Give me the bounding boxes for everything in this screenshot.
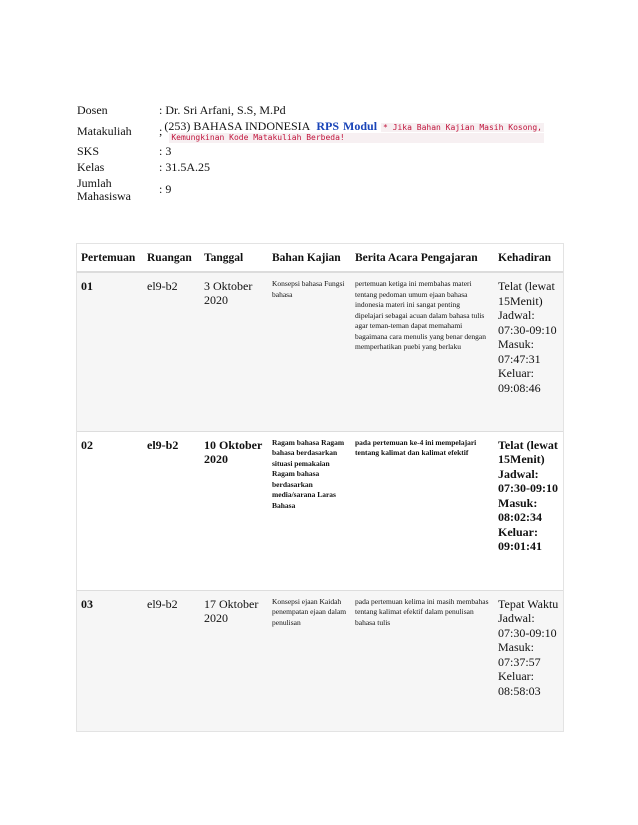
attendance-status: Telat (lewat 15Menit) xyxy=(498,279,555,308)
cell-berita-acara: pada pertemuan kelima ini masih membahas tentang kalimat efektif dalam penulisan bahasa tulis xyxy=(351,590,494,731)
header-berita-acara: Berita Acara Pengajaran xyxy=(351,244,494,272)
header-ruangan: Ruangan xyxy=(143,244,200,272)
dosen-row xyxy=(77,102,597,119)
cell-kehadiran xyxy=(494,272,563,431)
cell-tanggal: 3 Oktober 2020 xyxy=(200,272,268,431)
cell-berita-acara: pada pertemuan ke-4 ini mempelajari tentang kalimat dan kalimat efektif xyxy=(351,431,494,590)
table-row xyxy=(77,431,563,590)
attendance-keluar: Keluar: 09:01:41 xyxy=(498,524,542,553)
jumlah-value: : 9 xyxy=(159,182,172,196)
cell-ruangan: el9-b2 xyxy=(143,590,200,731)
matakuliah-value-group xyxy=(159,120,597,143)
table-row xyxy=(77,272,563,431)
attendance-jadwal: Jadwal: 07:30-09:10 xyxy=(498,308,557,337)
header-kehadiran: Kehadiran xyxy=(494,244,563,272)
cell-berita-acara: pertemuan ketiga ini membahas materi tentang pedoman umum ejaan bahasa indonesia materi ini sangat penting dipelajari sebagai acuan dalam bahasa tulis agar teman-teman dapat memahami bagaimana cara menulis yang benar dengan memperhatikan puebi yang berlaku xyxy=(351,272,494,431)
attendance-status: Telat (lewat 15Menit) xyxy=(498,437,558,466)
matakuliah-value: (253) BAHASA INDONESIA xyxy=(164,118,311,133)
attendance-jadwal: Jadwal: 07:30-09:10 xyxy=(498,466,558,495)
modul-link[interactable]: Modul xyxy=(343,118,378,133)
matakuliah-label: Matakuliah xyxy=(77,123,132,138)
attendance-masuk: Masuk: 07:37:57 xyxy=(498,640,541,669)
dosen-label: Dosen xyxy=(77,103,108,117)
rps-link[interactable]: RPS xyxy=(316,118,340,133)
sks-value: : 3 xyxy=(159,143,172,158)
jumlah-label-line1: Jumlah xyxy=(77,175,112,190)
cell-bahan-kajian: Konsepsi ejaan Kaidah penempatan ejaan dalam penulisan xyxy=(268,590,351,731)
attendance-jadwal: Jadwal: 07:30-09:10 xyxy=(498,611,557,640)
attendance-table xyxy=(77,244,563,731)
table-row xyxy=(77,590,563,731)
warning-note-line2: Kemungkinan Kode Matakuliah Berbeda! xyxy=(169,133,544,143)
matakuliah-separator: ; xyxy=(159,123,163,138)
cell-kehadiran xyxy=(494,590,563,731)
jumlah-label-line2: Mahasiswa xyxy=(77,188,131,203)
attendance-masuk: Masuk: 08:02:34 xyxy=(498,495,542,524)
dosen-value: : Dr. Sri Arfani, S.S, M.Pd xyxy=(159,103,286,117)
cell-bahan-kajian: Ragam bahasa Ragam bahasa berdasarkan situasi pemakaian Ragam bahasa berdasarkan media/sarana Laras Bahasa xyxy=(268,431,351,590)
attendance-table-wrapper xyxy=(76,243,564,732)
cell-tanggal: 10 Oktober 2020 xyxy=(200,431,268,590)
cell-pertemuan: 01 xyxy=(77,272,143,431)
course-info xyxy=(77,102,597,204)
matakuliah-row xyxy=(77,119,597,143)
jumlah-label xyxy=(77,177,159,203)
table-header-row xyxy=(77,244,563,272)
kelas-value: : 31.5A.25 xyxy=(159,159,210,174)
attendance-status: Tepat Waktu xyxy=(498,596,559,611)
header-tanggal: Tanggal xyxy=(200,244,268,272)
kelas-row xyxy=(77,159,597,175)
warning-note-line1: * Jika Bahan Kajian Masih Kosong, xyxy=(383,122,542,132)
cell-pertemuan: 02 xyxy=(77,431,143,590)
sks-label: SKS xyxy=(77,143,100,158)
header-bahan-kajian: Bahan Kajian xyxy=(268,244,351,272)
attendance-masuk: Masuk: 07:47:31 xyxy=(498,337,541,366)
cell-tanggal: 17 Oktober 2020 xyxy=(200,590,268,731)
jumlah-row xyxy=(77,175,597,204)
kelas-label: Kelas xyxy=(77,159,105,174)
cell-bahan-kajian: Konsepsi bahasa Fungsi bahasa xyxy=(268,272,351,431)
cell-ruangan: el9-b2 xyxy=(143,272,200,431)
attendance-keluar: Keluar: 09:08:46 xyxy=(498,366,541,395)
header-pertemuan: Pertemuan xyxy=(77,244,143,272)
attendance-keluar: Keluar: 08:58:03 xyxy=(498,669,541,698)
cell-kehadiran xyxy=(494,431,563,590)
cell-pertemuan: 03 xyxy=(77,590,143,731)
cell-ruangan: el9-b2 xyxy=(143,431,200,590)
sks-row xyxy=(77,143,597,159)
